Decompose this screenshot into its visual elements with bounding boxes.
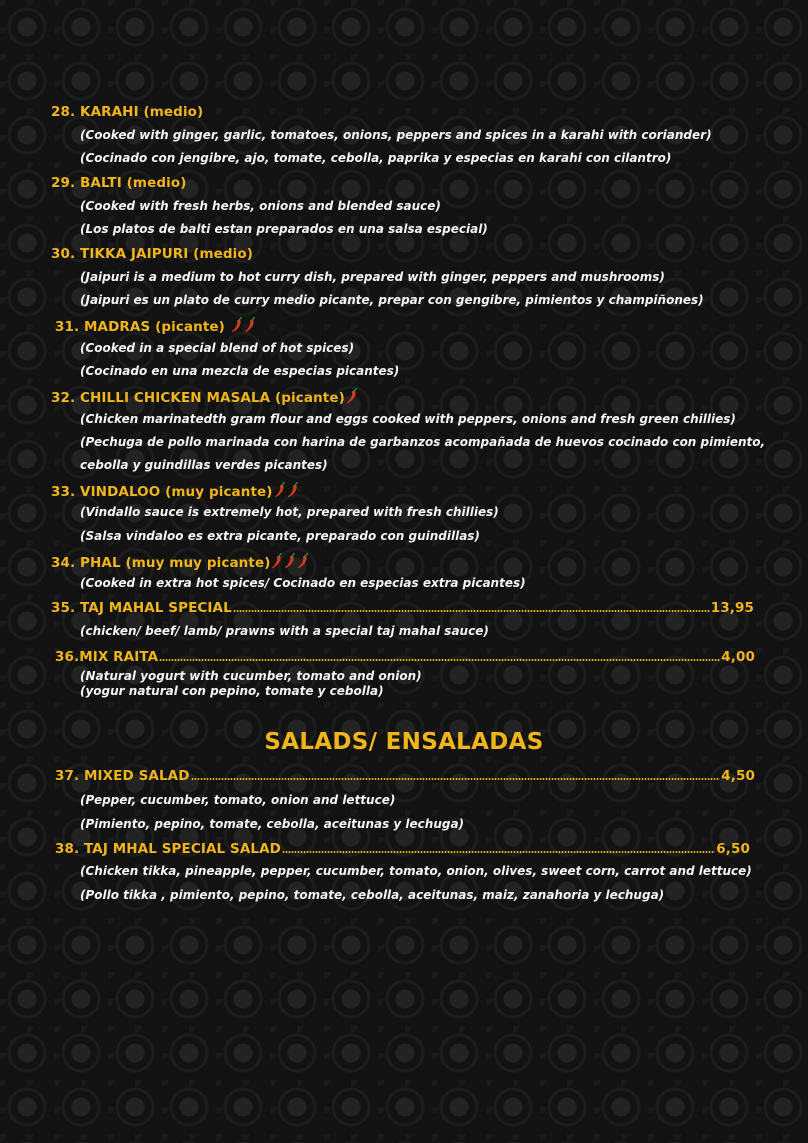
item-description: (Jaipuri is a medium to hot curry dish, prepared with ginger, peppers and mushrooms)	[80, 270, 665, 284]
item-description: (Cooked with fresh herbs, onions and blended sauce)	[80, 199, 441, 213]
chili-pepper-icon	[284, 553, 296, 569]
chili-pepper-icon	[287, 482, 299, 498]
item-title: 36.MIX RAITA 4,00	[55, 649, 755, 665]
item-description: (Jaipuri es un plato de curry medio picante, prepar con gengibre, pimientos y champiñones)	[80, 293, 704, 307]
item-title: 37. MIXED SALAD 4,50	[55, 768, 755, 784]
item-title: 34. PHAL (muy muy picante)	[51, 553, 309, 571]
item-description: (Los platos de balti estan preparados en una salsa especial)	[80, 222, 488, 236]
item-description: (chicken/ beef/ lamb/ prawns with a special taj mahal sauce)	[80, 624, 489, 638]
chili-pepper-icon	[346, 388, 358, 404]
item-title: 30. TIKKA JAIPURI (medio)	[51, 246, 254, 262]
item-title: 38. TAJ MHAL SPECIAL SALAD 6,50	[55, 841, 750, 857]
chili-pepper-icon	[231, 317, 243, 333]
item-description: (Vindallo sauce is extremely hot, prepared with fresh chillies)	[80, 505, 499, 519]
item-description: (Cooked with ginger, garlic, tomatoes, onions, peppers and spices in a karahi with coriander)	[80, 128, 712, 142]
item-price: 6,50	[716, 841, 750, 857]
item-title: 32. CHILLI CHICKEN MASALA (picante)	[51, 388, 358, 406]
item-price: 13,95	[710, 600, 754, 616]
item-description: (Salsa vindaloo es extra picante, preparado con guindillas)	[80, 529, 480, 543]
chili-pepper-icon	[297, 553, 309, 569]
item-title: 35. TAJ MAHAL SPECIAL 13,95	[51, 600, 754, 616]
item-title: 33. VINDALOO (muy picante)	[51, 482, 299, 500]
item-description: (Chicken marinatedth gram flour and eggs cooked with peppers, onions and fresh green chillies)	[80, 412, 736, 426]
item-description: (Cooked in a special blend of hot spices)	[80, 341, 355, 355]
item-description: (Pepper, cucumber, tomato, onion and lettuce)	[80, 793, 396, 807]
item-title: 29. BALTI (medio)	[51, 175, 187, 191]
item-title: 31. MADRAS (picante)	[55, 317, 256, 335]
item-description: (Pimiento, pepino, tomate, cebolla, aceitunas y lechuga)	[80, 817, 465, 831]
item-description: cebolla y guindillas verdes picantes)	[80, 458, 328, 472]
item-price: 4,00	[721, 649, 755, 665]
section-heading-salads: SALADS/ ENSALADAS	[264, 729, 544, 755]
item-description: (Cocinado con jengibre, ajo, tomate, cebolla, paprika y especias en karahi con cilantro)	[80, 151, 672, 165]
item-description: (Chicken tikka, pineapple, pepper, cucumber, tomato, onion, olives, sweet corn, carrot and lettuce)	[80, 864, 752, 878]
item-description: (Pollo tikka , pimiento, pepino, tomate, cebolla, aceitunas, maiz, zanahoria y lechuga)	[80, 888, 665, 902]
item-description: (Pechuga de pollo marinada con harina de garbanzos acompañada de huevos cocinado con pimiento,	[80, 435, 766, 449]
item-price: 4,50	[721, 768, 755, 784]
item-description: (Cocinado en una mezcla de especias picantes)	[80, 364, 400, 378]
item-description: (yogur natural con pepino, tomate y cebolla)	[80, 684, 384, 698]
chili-pepper-icon	[271, 553, 283, 569]
chili-pepper-icon	[244, 317, 256, 333]
item-description: (Natural yogurt with cucumber, tomato and onion)	[80, 669, 422, 683]
item-title: 28. KARAHI (medio)	[51, 104, 204, 120]
chili-pepper-icon	[274, 482, 286, 498]
item-description: (Cooked in extra hot spices/ Cocinado en especias extra picantes)	[80, 576, 526, 590]
